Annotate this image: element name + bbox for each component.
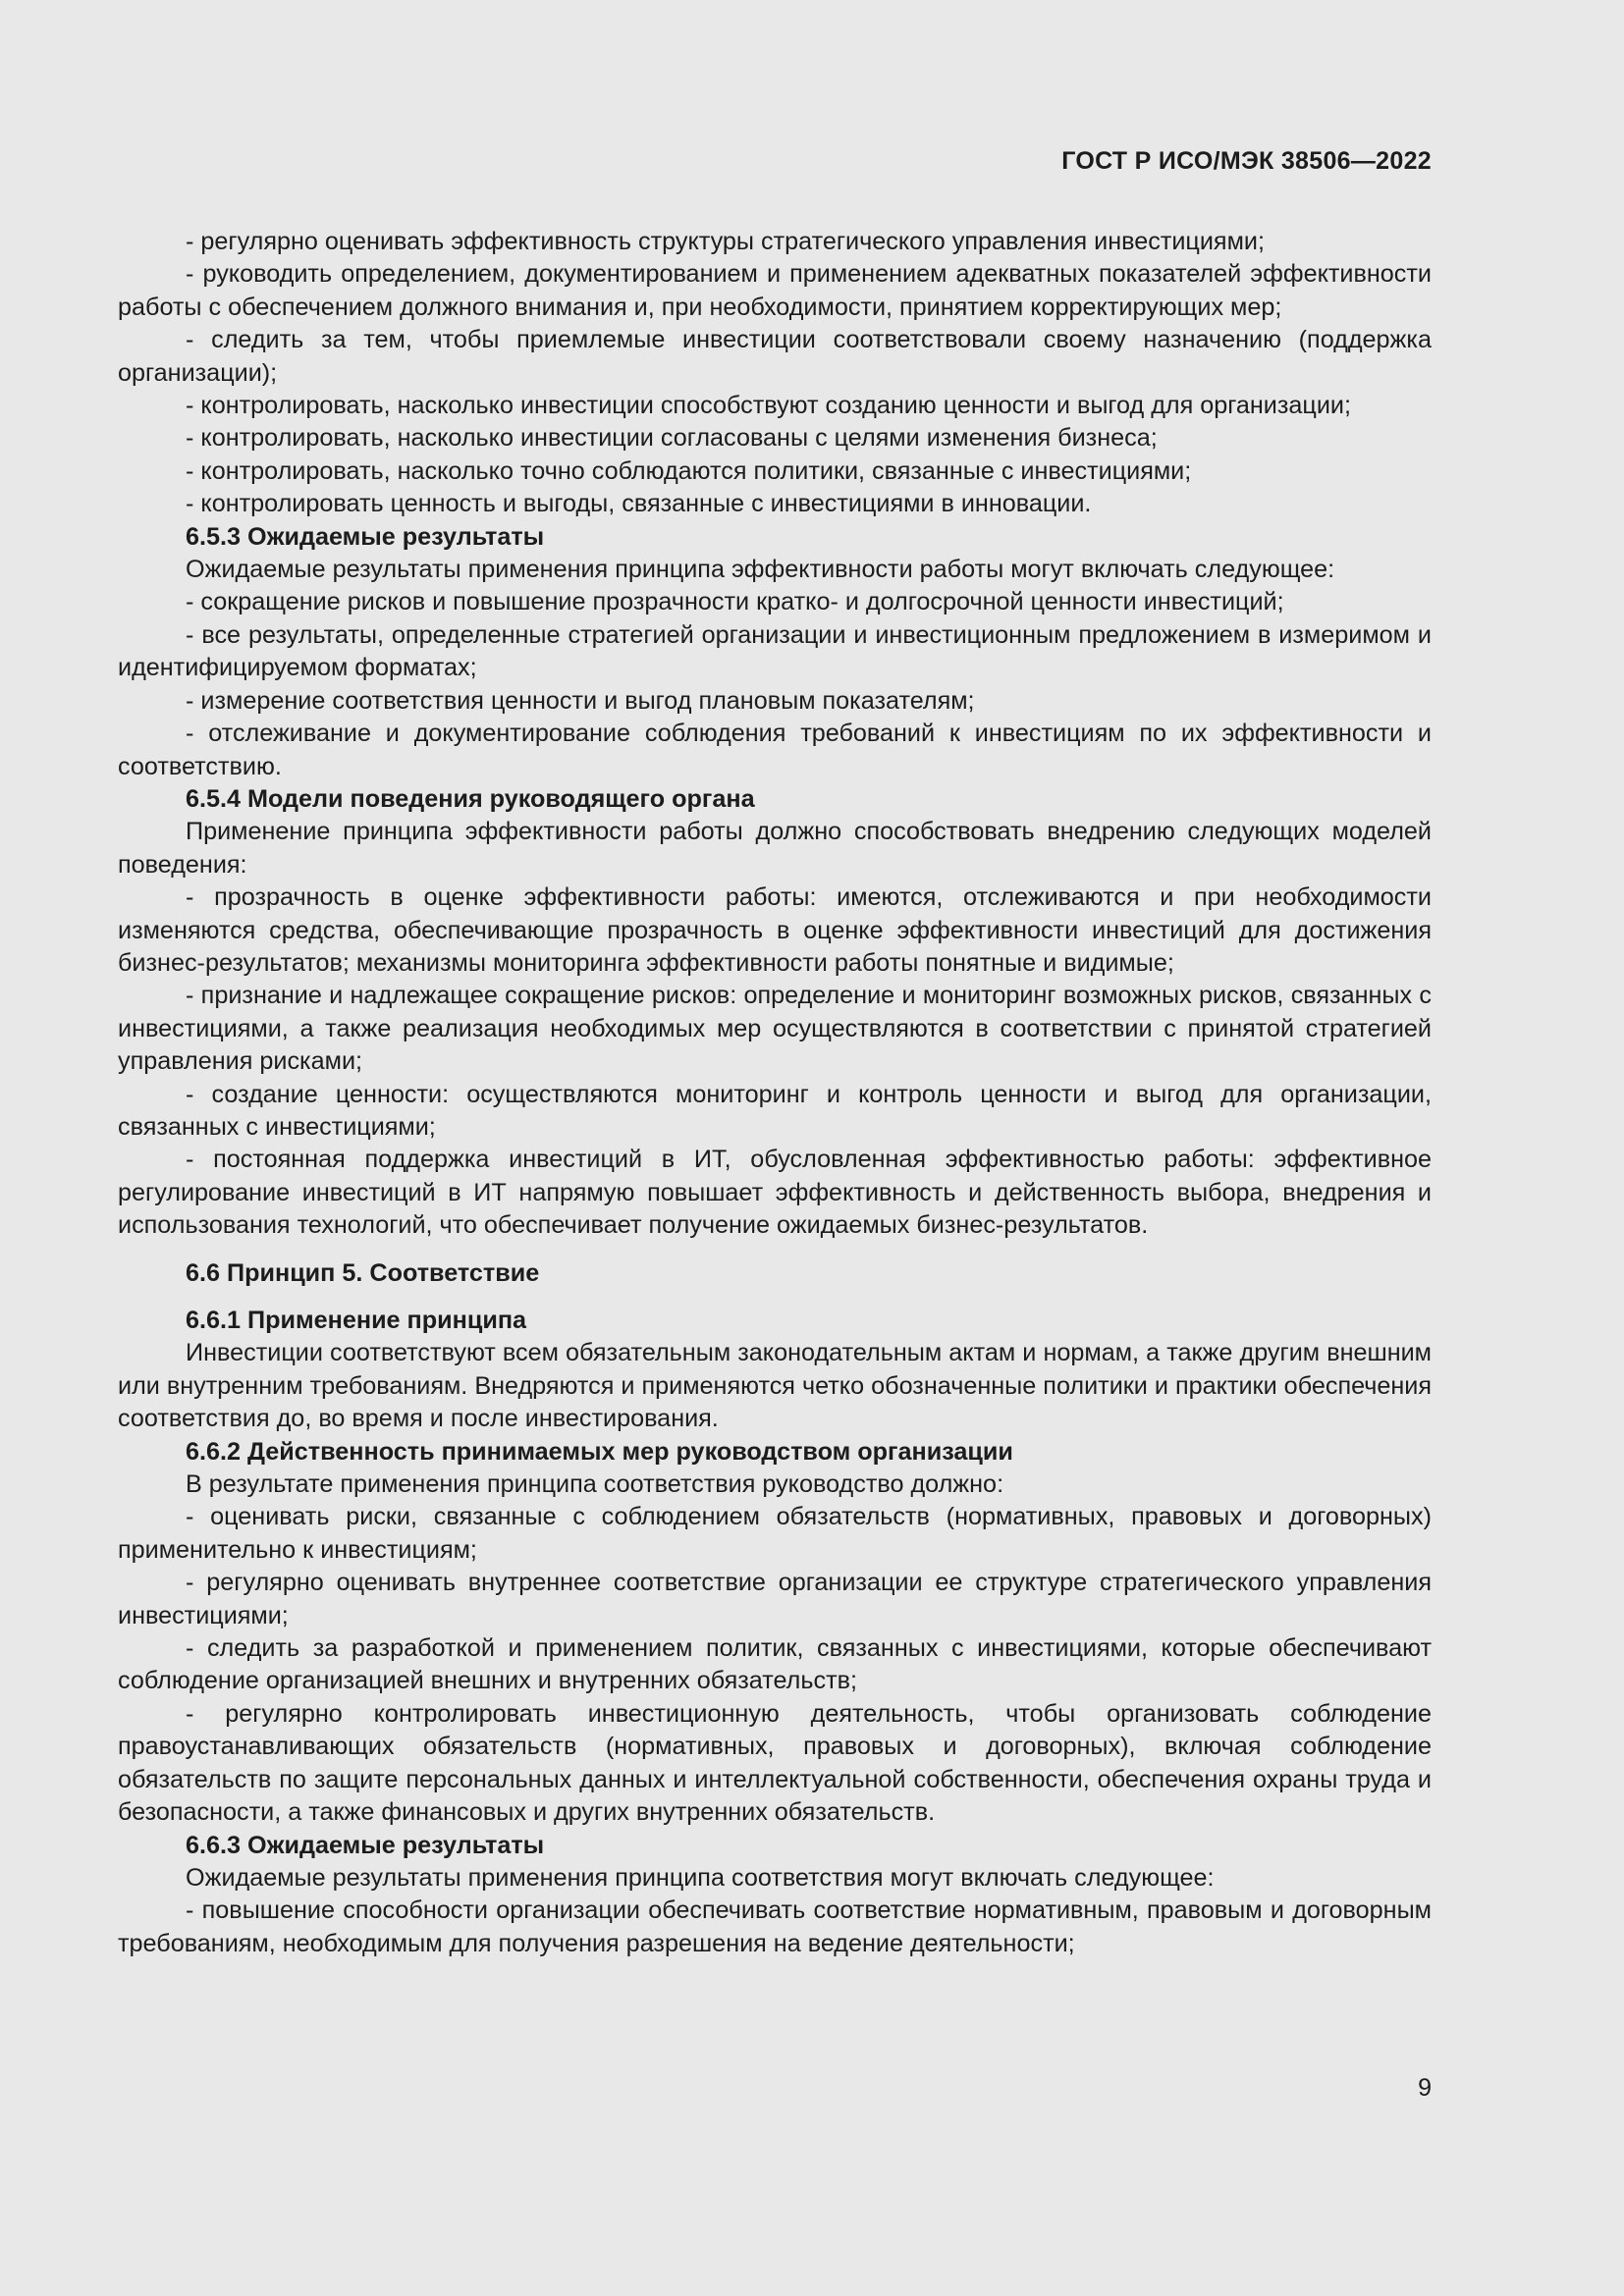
section-heading-6-5-3: 6.5.3 Ожидаемые результаты (186, 522, 545, 551)
list-item: - контролировать, насколько инвестиции способствуют созданию ценности и выгод для организации; (186, 392, 1351, 420)
page-body (118, 226, 1432, 1960)
list-item: - регулярно оценивать эффективность структуры стратегического управления инвестициями; (186, 228, 1265, 255)
list-item: - оценивать риски, связанные с соблюдением обязательств (нормативных, правовых и договорных) применительно к инвестициям; (118, 1503, 1432, 1564)
list-item: - все результаты, определенные стратегией организации и инвестиционным предложением в измеримом и идентифицируемом форматах; (118, 620, 1432, 682)
list-item: - следить за разработкой и применением политик, связанных с инвестициями, которые обеспечивают соблюдение организацией внешних и внутренних обязательств; (118, 1634, 1432, 1695)
list-item: - измерение соответствия ценности и выгод плановым показателям; (186, 686, 975, 715)
list-item: - сокращение рисков и повышение прозрачности кратко- и долгосрочной ценности инвестиций; (186, 588, 1284, 616)
document-code-header: ГОСТ Р ИСО/МЭК 38506—2022 (1061, 147, 1432, 175)
section-heading-6-6-3: 6.6.3 Ожидаемые результаты (186, 1831, 545, 1859)
page-number: 9 (1418, 2074, 1432, 2102)
list-item: - отслеживание и документирование соблюдения требований к инвестициям по их эффективности и соответствию. (118, 720, 1432, 780)
list-item: - создание ценности: осуществляются мониторинг и контроль ценности и выгод для организации, связанных с инвестициями; (118, 1080, 1432, 1141)
list-item: - постоянная поддержка инвестиций в ИТ, обусловленная эффективностью работы: эффективное регулирование инвестиций в ИТ напрямую повышает эффективность и действенность выбора, внедрения и использования технологий, что обеспечивает получение ожидаемых бизнес-результатов. (118, 1146, 1432, 1240)
body-paragraph: Инвестиции соответствуют всем обязательным законодательным актам и нормам, а также другим внешним или внутренним требованиям. Внедряются и применяются четко обозначенные политики и практики обеспечения соответствия до, во время и после инвестирования. (118, 1339, 1432, 1433)
section-heading-6-6-1: 6.6.1 Применение принципа (186, 1307, 527, 1334)
section-heading-6-6-2: 6.6.2 Действенность принимаемых мер руководством организации (186, 1437, 1013, 1466)
list-item: - контролировать ценность и выгоды, связанные с инвестициями в инновации. (186, 490, 1092, 518)
list-item: - следить за тем, чтобы приемлемые инвестиции соответствовали своему назначению (поддержка организации); (118, 326, 1432, 387)
body-paragraph: Применение принципа эффективности работы должно способствовать внедрению следующих моделей поведения: (118, 818, 1432, 879)
section-heading-6-5-4: 6.5.4 Модели поведения руководящего органа (186, 784, 755, 813)
list-item: - руководить определением, документированием и применением адекватных показателей эффективности работы с обеспечением должного внимания и, при необходимости, принятием корректирующих мер; (118, 260, 1432, 321)
list-item: - повышение способности организации обеспечивать соответствие нормативным, правовым и договорным требованиям, необходимым для получения разрешения на ведение деятельности; (118, 1896, 1432, 1957)
list-item: - контролировать, насколько точно соблюдаются политики, связанные с инвестициями; (186, 456, 1192, 485)
list-item: - прозрачность в оценке эффективности работы: имеются, отслеживаются и при необходимости изменяются средства, обеспечивающие прозрачность в оценке эффективности инвестиций для достижения бизнес-результатов; механизмы мониторинга эффективности работы понятные и видимые; (118, 883, 1432, 977)
section-heading-6-6: 6.6 Принцип 5. Соответствие (186, 1258, 540, 1287)
body-paragraph: В результате применения принципа соответствия руководство должно: (186, 1470, 1004, 1499)
body-paragraph: Ожидаемые результаты применения принципа соответствия могут включать следующее: (186, 1863, 1215, 1892)
list-item: - контролировать, насколько инвестиции согласованы с целями изменения бизнеса; (186, 424, 1158, 453)
body-paragraph: Ожидаемые результаты применения принципа эффективности работы могут включать следующее: (186, 556, 1335, 584)
list-item: - признание и надлежащее сокращение рисков: определение и мониторинг возможных рисков, связанных с инвестициями, а также реализация необходимых мер осуществляются в соответствии с принятой стратегией управления рисками; (118, 982, 1432, 1076)
list-item: - регулярно оценивать внутреннее соответствие организации ее структуре стратегического управления инвестициями; (118, 1569, 1432, 1629)
list-item: - регулярно контролировать инвестиционную деятельность, чтобы организовать соблюдение правоустанавливающих обязательств (нормативных, правовых и договорных), включая соблюдение обязательств по защите персональных данных и интеллектуальной собственности, обеспечения охраны труда и безопасности, а также финансовых и других внутренних обязательств. (118, 1699, 1432, 1827)
